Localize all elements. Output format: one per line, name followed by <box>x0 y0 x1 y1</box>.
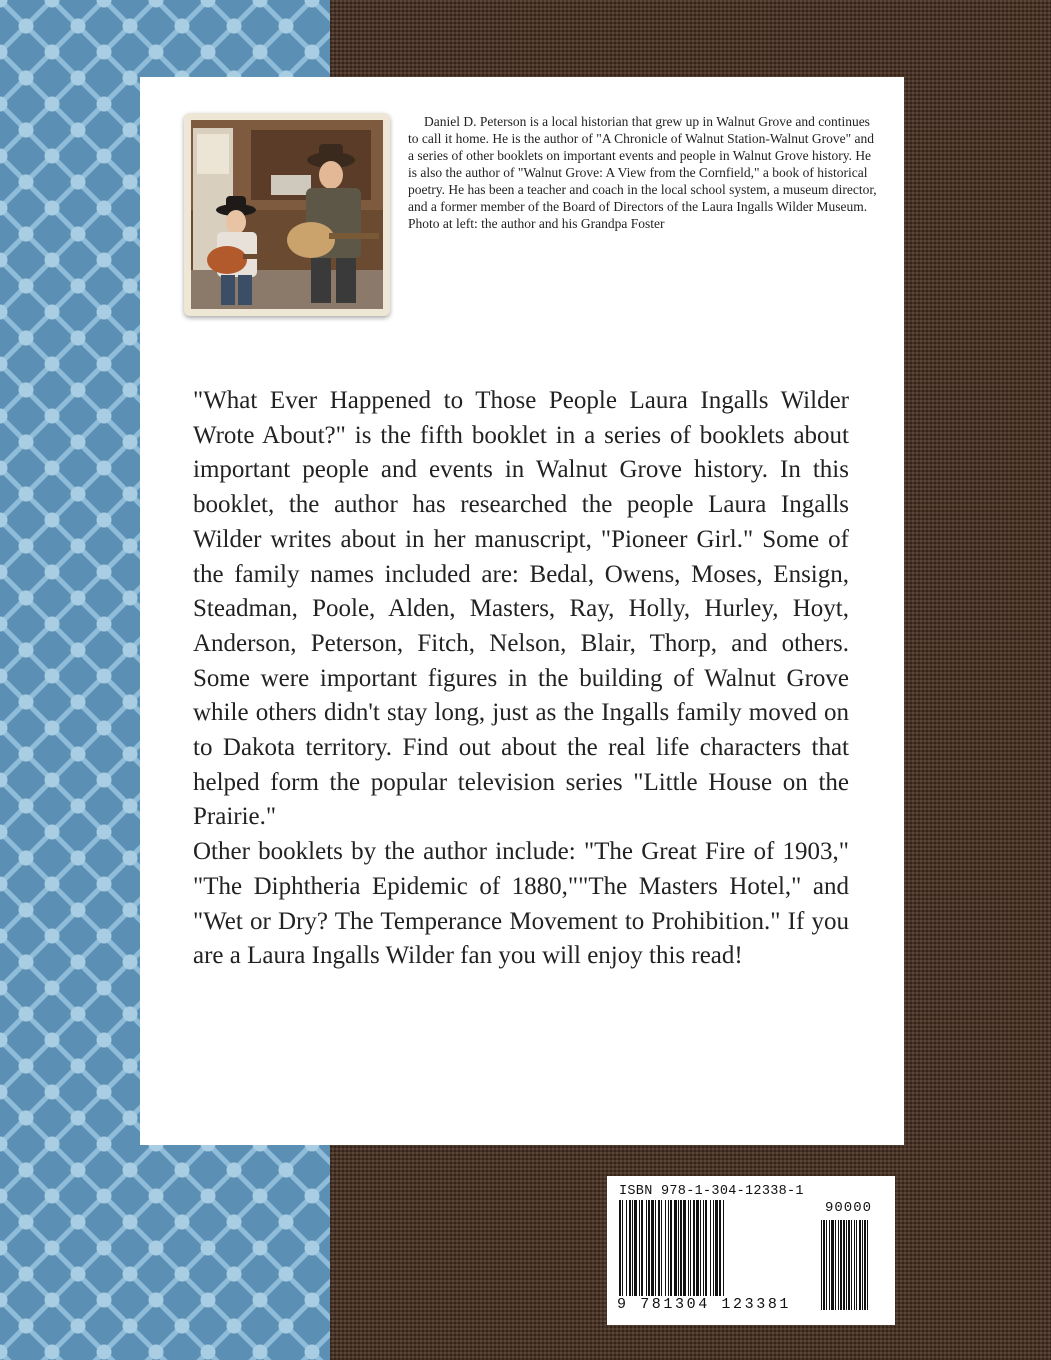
barcode-addon-bar <box>846 1220 847 1310</box>
barcode-bar <box>723 1200 724 1310</box>
barcode-bar <box>629 1200 631 1296</box>
barcode-bar <box>626 1200 627 1296</box>
barcode-bar <box>634 1200 637 1296</box>
barcode-bar <box>715 1200 718 1296</box>
barcode-bar <box>651 1200 654 1296</box>
back-cover-panel <box>140 77 904 1145</box>
isbn-barcode <box>607 1176 895 1325</box>
author-bio: Daniel D. Peterson is a local historian that grew up in Walnut Grove and continues to call it home. He is the author of "A Chronicle of Walnut Station-Walnut Grove" and a series of other booklets on important events and people in Walnut Grove history. He is also the author of "Walnut Grove: A View from the Cornfield," a book of historical poetry. He has been a teacher and coach in the local school system, a museum director, and a former member of the Board of Directors of the Laura Ingalls Wilder Museum. Photo at left: the author and his Grandpa Foster <box>408 114 877 231</box>
barcode-addon-bar <box>867 1220 868 1310</box>
barcode-bar <box>690 1200 691 1296</box>
barcode-addon-bar <box>854 1220 855 1310</box>
barcode-addon-bar <box>859 1220 861 1310</box>
barcode-bar <box>680 1200 682 1296</box>
barcode-addon-bar <box>835 1220 836 1310</box>
barcode-bar <box>622 1200 623 1310</box>
barcode-bar <box>674 1200 677 1296</box>
barcode-addon-bar <box>840 1220 842 1310</box>
book-description <box>193 384 849 974</box>
barcode-bar <box>655 1200 656 1296</box>
barcode-bar <box>632 1200 633 1296</box>
barcode-bar <box>639 1200 640 1296</box>
barcode-addon-bar <box>864 1220 866 1310</box>
barcode-bar <box>719 1200 721 1310</box>
barcode-addon-bar <box>838 1220 839 1310</box>
barcode-bar <box>668 1200 669 1296</box>
description-paragraph: Other booklets by the author include: "The Great Fire of 1903," "The Diphtheria Epidemic of 1880,""The Masters Hotel," and "Wet or Dry? The Temperance Movement to Prohibition." If you are a Laura Ingalls Wilder fan you will enjoy this read! <box>193 838 849 970</box>
barcode-bar <box>678 1200 679 1296</box>
price-code: 90000 <box>825 1200 873 1216</box>
barcode-addon-bar <box>848 1220 850 1310</box>
barcode-bar <box>688 1200 689 1296</box>
barcode-bar <box>658 1200 660 1296</box>
barcode-bar <box>670 1200 672 1296</box>
barcode-bar <box>696 1200 699 1296</box>
barcode-addon-bar <box>851 1220 852 1310</box>
barcode-bar <box>641 1200 643 1296</box>
barcode-bar <box>683 1200 686 1296</box>
barcode-bar <box>713 1200 714 1296</box>
barcode-bar <box>619 1200 621 1310</box>
barcode-bar <box>705 1200 707 1296</box>
author-photo-image <box>191 120 383 309</box>
description-paragraph: "What Ever Happened to Those People Laura Ingalls Wilder Wrote About?" is the fifth booklet in a series of booklets about important people and events in Walnut Grove history. In this booklet, the author has researched the people Laura Ingalls Wilder writes about in her manuscript, "Pioneer Girl." Some of the family names included are: Bedal, Owens, Moses, Ensign, Steadman, Poole, Alden, Masters, Ray, Holly, Hurley, Hoyt, Anderson, Peterson, Fitch, Nelson, Blair, Thorp, and others. Some were important figures in the building of Walnut Grove while others didn't stay long, just as the Ingalls family moved on to Dakota territory. Find out about the real life characters that helped form the popular television series "Little House on the Prairie." <box>193 387 849 831</box>
barcode-bar <box>665 1200 666 1296</box>
isbn-label: ISBN 978-1-304-12338-1 <box>619 1184 804 1199</box>
barcode-bar <box>648 1200 650 1296</box>
barcode-addon-bar <box>831 1220 834 1310</box>
barcode-digits: 9 781304 123381 <box>617 1296 792 1313</box>
barcode-bar <box>661 1200 662 1296</box>
barcode-bar <box>703 1200 704 1296</box>
barcode-bar <box>700 1200 701 1296</box>
barcode-bar <box>646 1200 647 1296</box>
barcode-addon-bar <box>823 1220 825 1310</box>
barcode-addon-bar <box>856 1220 857 1310</box>
barcode-addon-bar <box>829 1220 830 1310</box>
barcode-bar <box>693 1200 695 1296</box>
author-photo <box>184 113 390 316</box>
barcode-bar <box>710 1200 711 1296</box>
barcode-addon-bar <box>843 1220 845 1310</box>
barcode-addon-bar <box>821 1220 822 1310</box>
barcode-addon-bar <box>826 1220 827 1310</box>
barcode-addon-bar <box>862 1220 863 1310</box>
